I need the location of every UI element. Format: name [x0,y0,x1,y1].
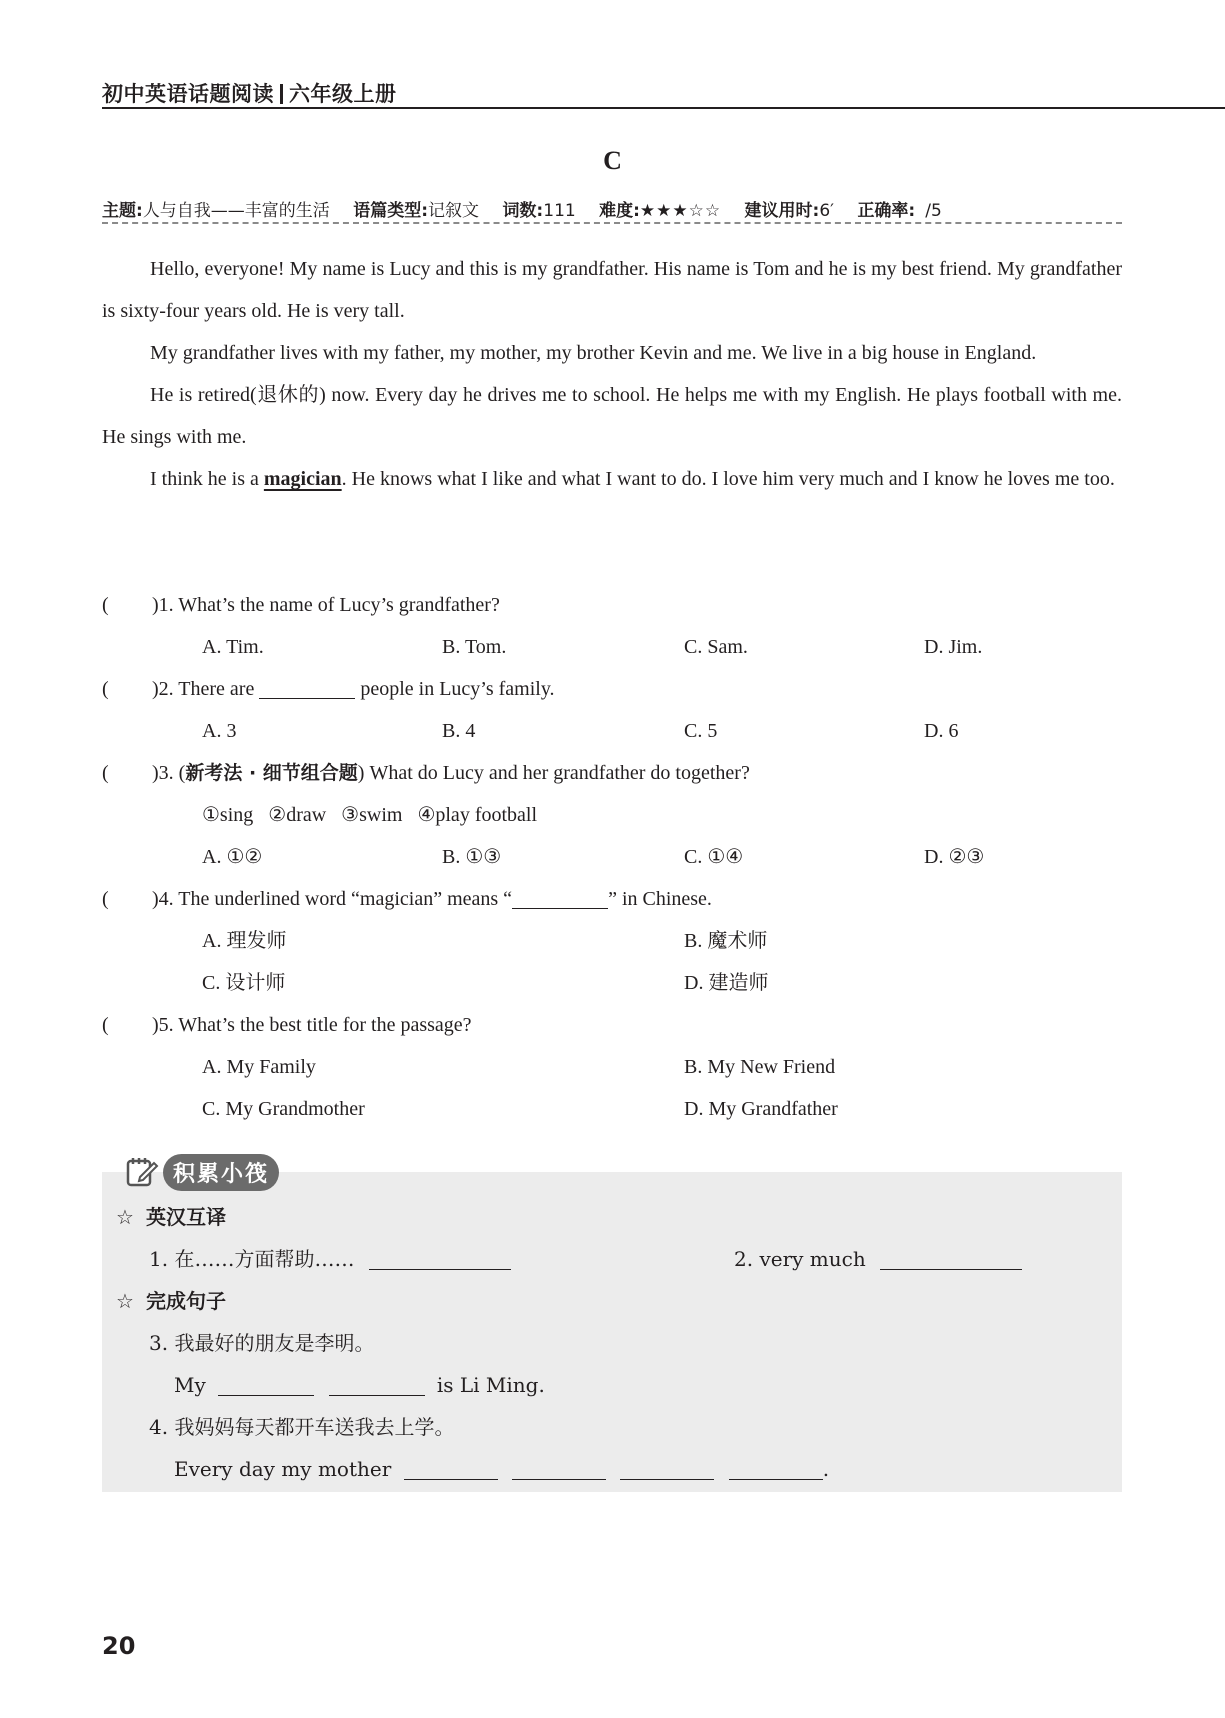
option-c: C. Sam. [684,636,748,658]
question-3-tag: 新考法 · 细节组合题 [185,762,358,784]
question-5-text: )5. What’s the best title for the passage? [152,1014,472,1036]
item-3-text: 3. 我最好的朋友是李明。 [149,1331,375,1355]
question-2-text-pre: )2. There are [152,678,260,700]
meta-words-key: 词数: [502,201,544,221]
item-1 [149,1238,511,1280]
passage-paragraph-1: Hello, everyone! My name is Lucy and this is my grandfather. His name is Tom and he is my best friend. My grandfather is sixty-four years old. He is very tall. [102,258,1122,322]
running-header [102,78,397,108]
passage-paragraph-2: My grandfather lives with my father, my mother, my brother Kevin and me. We live in a big house in England. [150,342,1037,364]
answer-paren[interactable]: ( [102,762,109,784]
item-3-sentence-line [174,1364,545,1406]
passage-meta [102,196,1122,221]
heading-translate: 英汉互译 [146,1205,226,1229]
fill-blank[interactable] [729,1457,823,1480]
option-a: A. Tim. [202,636,264,658]
item-3-pre: My [174,1373,206,1397]
meta-time-key: 建议用时: [744,201,820,221]
option-d: D. My Grandfather [684,1098,838,1120]
item-4-text: 4. 我妈妈每天都开车送我去上学。 [149,1415,455,1439]
question-4-options-row1 [102,920,1122,962]
p4-after: . He knows what I like and what I want to do. I love him very much and I know he loves me too. [341,468,1115,490]
item-4-post: . [822,1457,830,1481]
item-2 [734,1238,1022,1280]
option-d: D. 建造师 [684,972,769,994]
meta-divider [102,222,1122,224]
option-a: A. 3 [202,720,237,742]
question-4-text-pre: )4. The underlined word “magician” means “ [152,888,513,910]
question-5-options-row1 [102,1046,1122,1088]
meta-type-key: 语篇类型: [353,201,429,221]
item-3-post: is Li Ming. [436,1373,545,1397]
item-4-pre: Every day my mother [174,1457,392,1481]
option-b: B. My New Friend [684,1056,836,1078]
fill-blank[interactable] [620,1457,714,1480]
option-d: D. ②③ [924,846,985,868]
answer-paren[interactable]: ( [102,888,109,910]
question-4-options-row2 [102,962,1122,1004]
section-heading-translate [116,1196,1106,1238]
star-icon: ☆ [116,1205,134,1229]
option-c: C. 设计师 [202,972,286,994]
fill-blank[interactable] [880,1247,1022,1270]
answer-paren[interactable]: ( [102,678,109,700]
section-heading-complete [116,1280,1106,1322]
heading-complete: 完成句子 [146,1289,226,1313]
reading-passage [102,248,1122,500]
fill-blank[interactable] [218,1373,314,1396]
header-divider [280,84,283,104]
section-letter: C [603,146,622,175]
grade-label: 六年级上册 [289,82,397,106]
option-a: A. ①② [202,846,263,868]
fill-blank[interactable] [259,676,355,699]
option-a: A. My Family [202,1056,316,1078]
option-c: C. 5 [684,720,718,742]
fill-blank[interactable] [512,1457,606,1480]
page-number: 20 [102,1632,136,1660]
meta-words-value: 111 [543,201,576,221]
question-4-text-post: ” in Chinese. [608,888,712,910]
meta-accuracy-key: 正确率: [857,201,916,221]
passage-paragraph-4 [102,458,1122,500]
accumulation-badge-label: 积累小筏 [163,1154,279,1191]
option-c: C. ①④ [684,846,744,868]
question-3-text-post: ) What do Lucy and her grandfather do together? [357,762,750,784]
fill-blank[interactable] [404,1457,498,1480]
fill-blank[interactable] [512,886,608,909]
accumulation-badge [125,1153,279,1191]
passage-paragraph-3: He is retired(退休的) now. Every day he drives me to school. He helps me with my English. He plays football with me. He sings with me. [102,384,1122,448]
question-3 [102,752,1122,794]
option-b: B. 魔术师 [684,930,768,952]
question-4 [102,878,1122,920]
header-rule [102,107,1225,109]
question-3-text-pre: )3. ( [152,762,186,784]
question-5-options-row2 [102,1088,1122,1130]
accumulation-content [116,1196,1106,1490]
underlined-word: magician [263,468,342,490]
option-d: D. Jim. [924,636,983,658]
item-3-sentence [116,1364,1106,1406]
option-b: B. Tom. [442,636,507,658]
question-2-options [102,710,1122,752]
fill-blank[interactable] [369,1247,511,1270]
option-a: A. 理发师 [202,930,287,952]
question-1-text: )1. What’s the name of Lucy’s grandfather? [152,594,500,616]
item-4-sentence-line [174,1448,829,1490]
answer-paren[interactable]: ( [102,1014,109,1036]
item-3 [116,1322,1106,1364]
notepad-pencil-icon [125,1155,159,1189]
question-2 [102,668,1122,710]
fill-blank[interactable] [329,1373,425,1396]
meta-type-value: 记叙文 [428,201,480,221]
book-title: 初中英语话题阅读 [102,82,274,106]
meta-accuracy-value: /5 [925,201,942,221]
question-list [102,584,1122,1130]
question-1 [102,584,1122,626]
meta-time-value: 6′ [819,201,835,221]
p4-before: I think he is a [150,468,264,490]
answer-paren[interactable]: ( [102,594,109,616]
question-1-options [102,626,1122,668]
item-2-text: 2. very much [734,1247,866,1271]
option-b: B. ①③ [442,846,502,868]
question-3-items [102,794,1122,836]
star-icon: ☆ [116,1289,134,1313]
meta-theme-value: 人与自我——丰富的生活 [142,201,330,221]
meta-difficulty-stars: ★★★☆☆ [639,201,722,221]
option-c: C. My Grandmother [202,1098,365,1120]
question-3-options [102,836,1122,878]
item-4 [116,1406,1106,1448]
item-1-text: 1. 在……方面帮助…… [149,1247,355,1271]
question-2-text-post: people in Lucy’s family. [355,678,555,700]
translate-row [116,1238,1106,1280]
option-d: D. 6 [924,720,959,742]
option-b: B. 4 [442,720,476,742]
meta-difficulty-key: 难度: [599,201,640,221]
meta-theme-key: 主题: [102,201,143,221]
question-3-item-list: ①sing ②draw ③swim ④play football [202,804,538,826]
question-5 [102,1004,1122,1046]
item-4-sentence [116,1448,1106,1490]
